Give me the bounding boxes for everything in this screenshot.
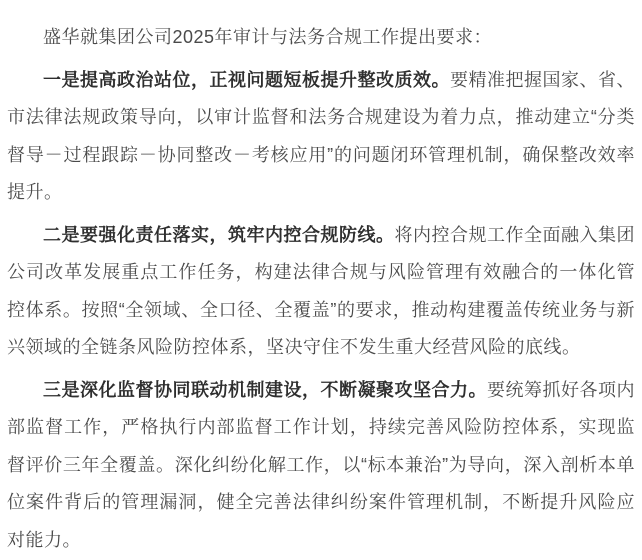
paragraph-3-lead: 三是深化监督协同联动机制建设，不断凝聚攻坚合力。 (43, 379, 487, 400)
paragraph-1-lead: 一是提高政治站位，正视问题短板提升整改质效。 (43, 69, 450, 90)
paragraph-2-lead: 二是要强化责任落实，筑牢内控合规防线。 (43, 224, 395, 245)
intro-paragraph (7, 19, 635, 57)
paragraph-point-2 (7, 217, 635, 367)
paragraph-3-body: 要统筹抓好各项内部监督工作，严格执行内部监督工作计划，持续完善风险防控体系，实现监督评价三年全覆盖。深化纠纷化解工作，以“标本兼治”为导向，深入剖析本单位案件背后的管理漏洞，健全完善法律纠纷案件管理机制，不断提升风险应对能力。 (7, 379, 635, 550)
paragraph-point-3 (7, 372, 635, 560)
paragraph-point-1 (7, 62, 635, 212)
paragraph-2-body: 将内控合规工作全面融入集团公司改革发展重点工作任务，构建法律合规与风险管理有效融合的一体化管控体系。按照“全领域、全口径、全覆盖”的要求，推动构建覆盖传统业务与新兴领域的全链条风险防控体系，坚决守住不发生重大经营风险的底线。 (7, 224, 635, 357)
paragraph-1-body: 要精准把握国家、省、市法律法规政策导向，以审计监督和法务合规建设为着力点，推动建立“分类督导－过程跟踪－协同整改－考核应用”的问题闭环管理机制，确保整改效率提升。 (7, 69, 635, 202)
intro-text: 盛华就集团公司2025年审计与法务合规工作提出要求： (43, 27, 493, 47)
